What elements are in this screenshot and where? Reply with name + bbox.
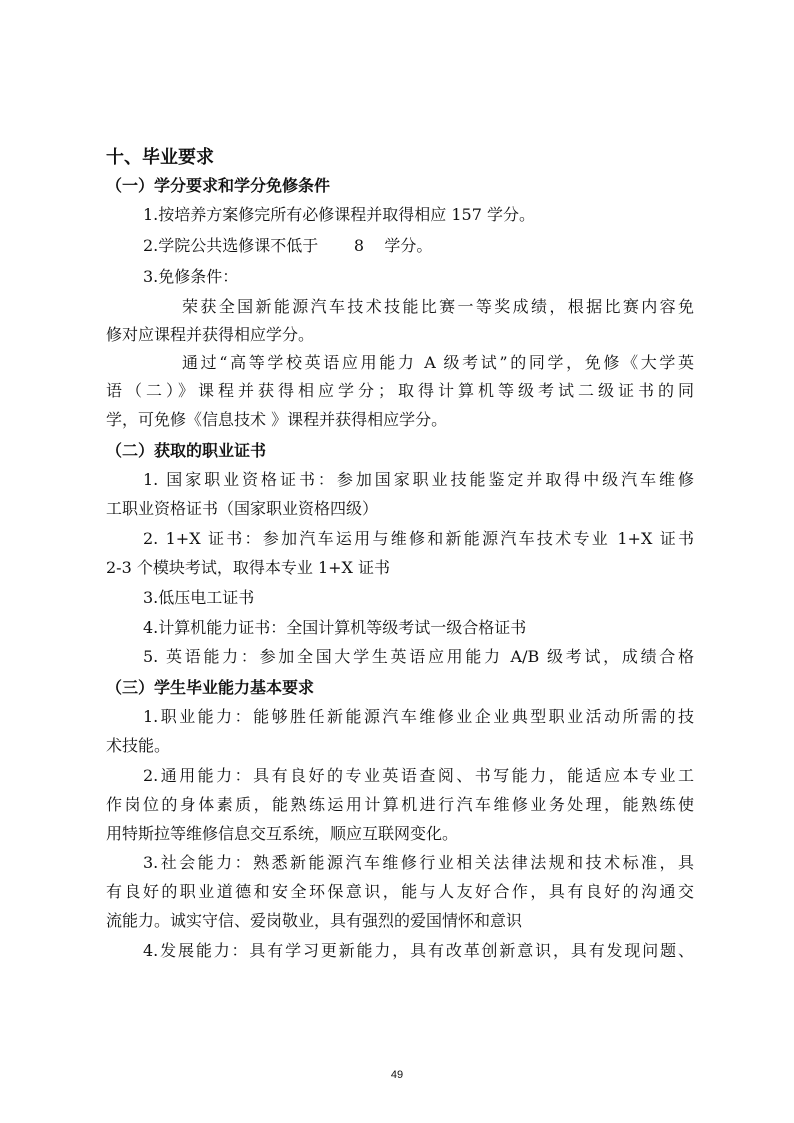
subsection-heading-abilities: （三）学生毕业能力基本要求 — [106, 678, 315, 697]
paragraph-line: 2.通用能力：具有良好的专业英语查阅、书写能力，能适应本专业工 — [143, 766, 694, 785]
paragraph-line: 3.社会能力：熟悉新能源汽车维修行业相关法律法规和技术标准，具 — [143, 853, 694, 872]
paragraph-line: 4.发展能力：具有学习更新能力，具有改革创新意识，具有发现问题、 — [143, 941, 694, 960]
paragraph-line: 2-3 个模块考试，取得本专业 1+X 证书 — [106, 558, 391, 577]
paragraph: 2.学院公共选修课不低于 8 学分。 — [143, 236, 433, 255]
paragraph-line: 1. 国家职业资格证书：参加国家职业技能鉴定并取得中级汽车维修 — [143, 470, 694, 489]
paragraph-line: 作岗位的身体素质，能熟练运用计算机进行汽车维修业务处理，能熟练使 — [106, 795, 694, 814]
subsection-heading-credits: （一）学分要求和学分免修条件 — [106, 176, 331, 195]
paragraph: 1.按培养方案修完所有必修课程并取得相应 157 学分。 — [143, 205, 535, 224]
paragraph: 5. 英语能力：参加全国大学生英语应用能力 A/B 级考试，成绩合格 — [143, 647, 694, 666]
paragraph-line: 通过“高等学校英语应用能力 A 级考试”的同学，免修《大学英 — [182, 353, 694, 372]
paragraph-line: 修对应课程并获得相应学分。 — [106, 325, 315, 344]
paragraph-line: 学，可免修《信息技术 》课程并获得相应学分。 — [106, 410, 448, 429]
paragraph-line: 有良好的职业道德和安全环保意识，能与人友好合作，具有良好的沟通交 — [106, 882, 694, 901]
paragraph-line: 1.职业能力：能够胜任新能源汽车维修业企业典型职业活动所需的技 — [143, 707, 694, 726]
paragraph: 4.计算机能力证书：全国计算机等级考试一级合格证书 — [143, 618, 527, 637]
paragraph-line: 荣获全国新能源汽车技术技能比赛一等奖成绩，根据比赛内容免 — [182, 297, 694, 316]
paragraph-line: 用特斯拉等维修信息交互系统，顺应互联网变化。 — [106, 824, 459, 843]
paragraph: 3.免修条件： — [143, 267, 239, 286]
page-number: 49 — [390, 1069, 404, 1081]
paragraph-line: 流能力。诚实守信、爱岗敬业，具有强烈的爱国情怀和意识 — [106, 911, 523, 930]
paragraph-line: 术技能。 — [106, 736, 171, 755]
section-title: 十、毕业要求 — [106, 147, 214, 168]
subsection-heading-certificates: （二）获取的职业证书 — [106, 441, 267, 460]
paragraph-line: 语（二）》课程并获得相应学分；取得计算机等级考试二级证书的同 — [106, 381, 694, 400]
paragraph: 3.低压电工证书 — [143, 588, 255, 607]
paragraph-line: 工职业资格证书（国家职业资格四级） — [106, 499, 379, 518]
paragraph-line: 2. 1+X 证书：参加汽车运用与维修和新能源汽车技术专业 1+X 证书 — [143, 529, 694, 548]
